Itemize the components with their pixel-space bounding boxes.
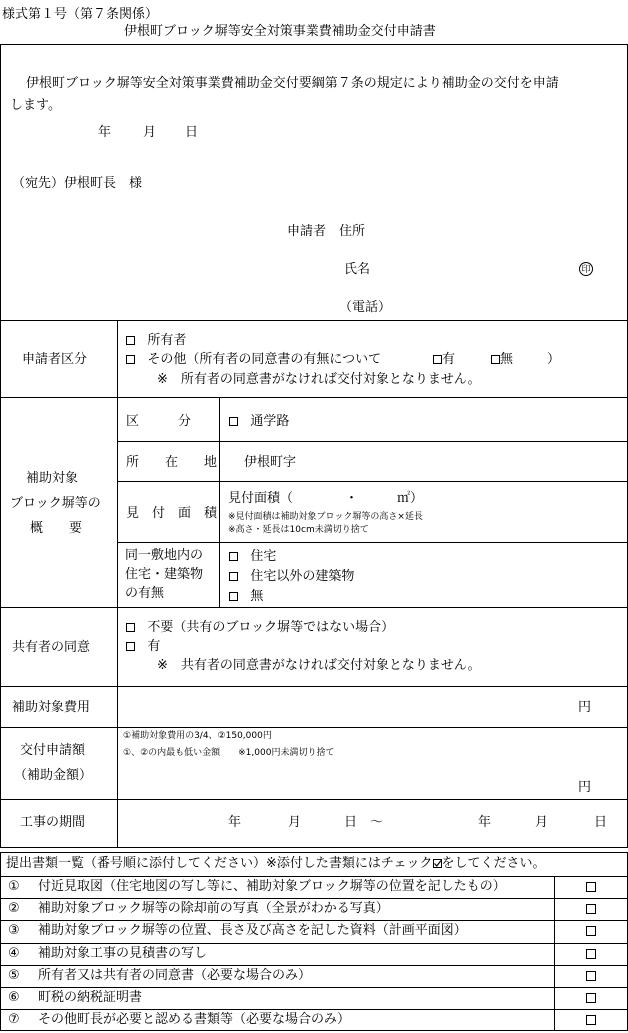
column-divider bbox=[219, 397, 220, 607]
co-owner-unnecessary-label: 不要（共有のブロック塀等ではない場合） bbox=[147, 620, 395, 635]
period-label: 工事の期間 bbox=[20, 815, 86, 830]
row-divider bbox=[0, 943, 628, 944]
co-owner-yes-checkbox[interactable] bbox=[126, 642, 135, 651]
co-owner-note: ※ 共有者の同意書がなければ交付対象となりません。 bbox=[157, 658, 481, 673]
grant-label-line2: （補助金額） bbox=[14, 768, 93, 783]
housing-label-line1: 同一敷地内の bbox=[125, 548, 204, 563]
row-divider bbox=[117, 542, 628, 543]
phone-label: （電話） bbox=[339, 300, 392, 315]
housing-option-building bbox=[229, 569, 354, 585]
area-label: 見 付 面 積 bbox=[126, 506, 218, 521]
grant-label-line1: 交付申請額 bbox=[20, 743, 86, 758]
owner-consent-no-label: 無 bbox=[500, 352, 514, 367]
period-end-day: 日 bbox=[594, 815, 608, 830]
owner-option bbox=[126, 333, 186, 349]
document-number: ⑥ bbox=[8, 990, 20, 1005]
document-item-label: 補助対象工事の見積書の写し bbox=[38, 945, 208, 961]
document-number: ⑦ bbox=[8, 1012, 20, 1028]
overview-label-line1: 補助対象 bbox=[26, 471, 79, 486]
owner-consent-no-checkbox[interactable] bbox=[491, 355, 500, 364]
row-divider bbox=[0, 397, 628, 398]
document-checkbox[interactable] bbox=[586, 993, 596, 1003]
document-item-label: その他町長が必要と認める書類等（必要な場合のみ） bbox=[38, 1012, 351, 1028]
area-value[interactable]: 見付面積（ ・ ㎡） bbox=[228, 491, 424, 506]
co-owner-unnecessary-checkbox[interactable] bbox=[126, 623, 135, 632]
housing-none-label: 無 bbox=[250, 589, 264, 604]
cost-label: 補助対象費用 bbox=[12, 700, 91, 715]
row-divider bbox=[0, 320, 628, 321]
housing-house-checkbox[interactable] bbox=[229, 552, 238, 561]
grant-note-2: ①、②の内最も低い金額 ※1,000円未満切り捨て bbox=[123, 748, 335, 758]
document-number: ③ bbox=[8, 923, 20, 939]
school-route-label: 通学路 bbox=[250, 414, 290, 429]
row-divider bbox=[0, 727, 628, 728]
intro-text-line2: します。 bbox=[10, 98, 61, 113]
category-label: 区 分 bbox=[126, 414, 192, 429]
document-number: ① bbox=[8, 879, 20, 894]
row-divider bbox=[0, 876, 628, 877]
document-checkbox[interactable] bbox=[586, 926, 596, 936]
document-number: ④ bbox=[8, 945, 20, 961]
document-item-label: 町税の納税証明書 bbox=[38, 990, 143, 1005]
location-label: 所 在 地 bbox=[126, 455, 218, 470]
date-year-label: 年 bbox=[98, 125, 112, 140]
housing-house-label: 住宅 bbox=[250, 549, 277, 564]
addressee: （宛先）伊根町長 様 bbox=[12, 176, 143, 191]
co-owner-yes-option bbox=[126, 639, 160, 655]
school-route-option bbox=[229, 414, 289, 430]
location-value[interactable]: 伊根町字 bbox=[244, 455, 297, 470]
documents-header-text: 提出書類一覧（番号順に添付してください）※添付した書類にはチェック bbox=[6, 856, 433, 871]
period-end-year: 年 bbox=[478, 815, 492, 830]
check-mark-icon bbox=[433, 859, 442, 868]
document-checkbox[interactable] bbox=[586, 882, 596, 892]
row-divider bbox=[0, 607, 628, 608]
housing-option-none bbox=[229, 589, 263, 605]
period-end-month: 月 bbox=[535, 815, 549, 830]
row-divider bbox=[0, 686, 628, 687]
owner-option-label: 所有者 bbox=[147, 333, 187, 348]
school-route-checkbox[interactable] bbox=[229, 417, 238, 426]
date-day-label: 日 bbox=[185, 125, 199, 140]
row-divider bbox=[0, 799, 628, 800]
housing-building-label: 住宅以外の建築物 bbox=[250, 569, 355, 584]
applicant-address-label: 申請者 住所 bbox=[287, 224, 366, 239]
document-item-label: 補助対象ブロック塀等の位置、長さ及び高さを記した資料（計画平面図） bbox=[38, 923, 467, 939]
housing-label-line2: 住宅・建築物 bbox=[125, 567, 204, 582]
grant-note-1: ①補助対象費用の3/4、②150,000円 bbox=[123, 731, 272, 741]
document-number: ② bbox=[8, 901, 20, 917]
row-divider bbox=[117, 441, 628, 442]
date-month-label: 月 bbox=[143, 125, 157, 140]
document-item-label: 付近見取図（住宅地図の写し等に、補助対象ブロック塀等の位置を記したもの） bbox=[38, 879, 506, 894]
row-divider bbox=[0, 965, 628, 966]
document-checkbox[interactable] bbox=[586, 971, 596, 981]
applicant-category-label: 申請者区分 bbox=[22, 352, 88, 367]
documents-header-suffix: をしてください。 bbox=[441, 856, 546, 871]
documents-header bbox=[6, 856, 546, 872]
column-divider bbox=[554, 876, 555, 1031]
owner-consent-yes-label: 有 bbox=[442, 352, 456, 367]
row-divider bbox=[117, 481, 628, 482]
document-checkbox[interactable] bbox=[586, 1015, 596, 1025]
document-checkbox[interactable] bbox=[586, 949, 596, 959]
area-note-2: ※高さ・延長は10cm未満切り捨て bbox=[228, 525, 369, 535]
row-divider bbox=[0, 1009, 628, 1010]
intro-text-line1: 伊根町ブロック塀等安全対策事業費補助金交付要綱第７条の規定により補助金の交付を申請 bbox=[26, 76, 559, 91]
co-owner-unnecessary-option bbox=[126, 620, 394, 636]
other-checkbox[interactable] bbox=[126, 355, 135, 364]
row-divider bbox=[0, 920, 628, 921]
period-start-month: 月 bbox=[288, 815, 302, 830]
housing-building-checkbox[interactable] bbox=[229, 572, 238, 581]
document-checkbox[interactable] bbox=[586, 904, 596, 914]
column-divider bbox=[117, 320, 118, 848]
housing-option-house bbox=[229, 549, 276, 565]
grant-unit: 円 bbox=[578, 780, 592, 795]
other-option-label: その他（所有者の同意書の有無について bbox=[147, 352, 382, 367]
other-close-paren: ） bbox=[547, 352, 561, 367]
row-divider bbox=[0, 987, 628, 988]
document-item-label: 補助対象ブロック塀等の除却前の写真（全景がわかる写真） bbox=[38, 901, 389, 917]
page-title: 伊根町ブロック塀等安全対策事業費補助金交付申請書 bbox=[124, 24, 436, 39]
owner-checkbox[interactable] bbox=[126, 336, 135, 345]
other-option bbox=[126, 352, 381, 368]
owner-consent-yes-checkbox[interactable] bbox=[433, 355, 442, 364]
area-note-1: ※見付面積は補助対象ブロック塀等の高さ×延長 bbox=[228, 512, 423, 522]
co-owner-label: 共有者の同意 bbox=[12, 640, 91, 655]
seal-mark: 印 bbox=[579, 262, 593, 276]
form-number: 様式第１号（第７条関係） bbox=[2, 7, 159, 22]
housing-label-line3: の有無 bbox=[125, 586, 165, 601]
applicant-name-label: 氏名 bbox=[344, 262, 371, 277]
owner-consent-no bbox=[491, 352, 513, 368]
period-start-year: 年 bbox=[228, 815, 242, 830]
document-item-label: 所有者又は共有者の同意書（必要な場合のみ） bbox=[38, 967, 312, 983]
overview-label-line3: 概 要 bbox=[30, 521, 83, 536]
row-divider bbox=[0, 898, 628, 899]
co-owner-yes-label: 有 bbox=[147, 639, 161, 654]
cost-unit: 円 bbox=[578, 700, 592, 715]
owner-consent-note: ※ 所有者の同意書がなければ交付対象となりません。 bbox=[157, 372, 481, 387]
overview-label-line2: ブロック塀等の bbox=[10, 496, 101, 511]
housing-none-checkbox[interactable] bbox=[229, 592, 238, 601]
owner-consent-yes bbox=[433, 352, 455, 368]
document-number: ⑤ bbox=[8, 967, 20, 983]
period-start-day: 日 ～ bbox=[344, 815, 384, 830]
